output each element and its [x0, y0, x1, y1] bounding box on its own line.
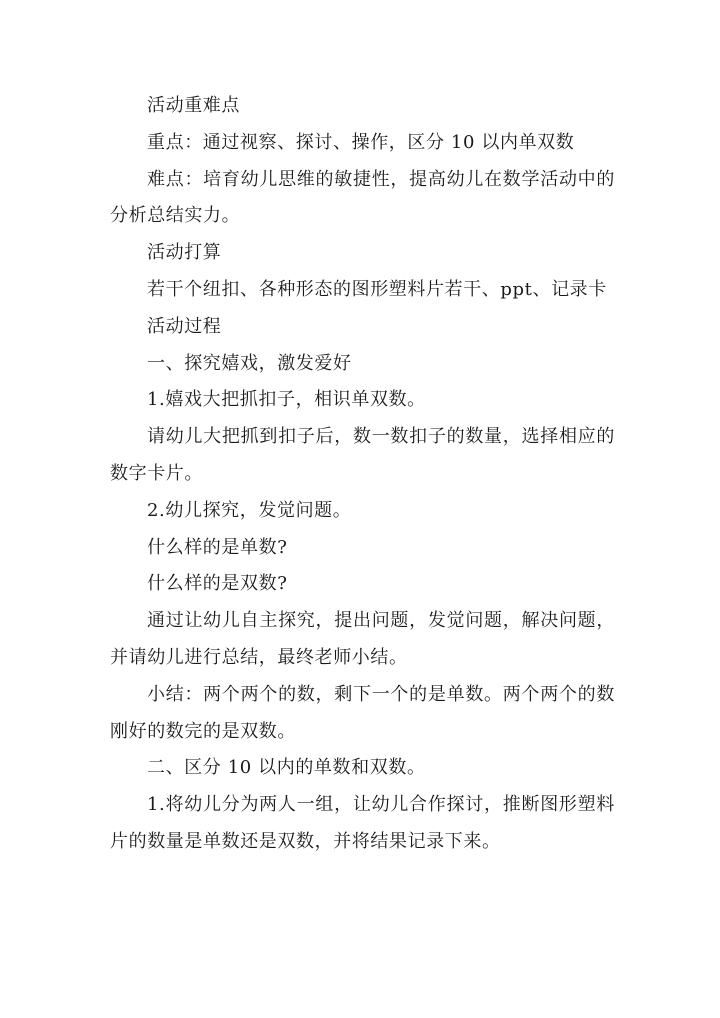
- section-heading-process: 活动过程: [147, 315, 222, 337]
- step-1-body: 请幼儿大把抓到扣子后，数一数扣子的数量，选择相应的数字卡片。: [110, 426, 615, 484]
- step-1-title: 1.嬉戏大把抓扣子，相识单双数。: [147, 389, 426, 411]
- paragraph-exploration: 通过让幼儿自主探究，提出问题，发觉问题，解决问题，并请幼儿进行总结，最终老师小结。: [110, 610, 615, 668]
- question-odd: 什么样的是单数?: [147, 536, 288, 558]
- paragraph-key-point: 重点：通过视察、探讨、操作，区分 10 以内单双数: [147, 131, 575, 153]
- step-2-1-body: 1.将幼儿分为两人一组，让幼儿合作探讨，推断图形塑料片的数量是单数还是双数，并将结果记录下来。: [110, 794, 615, 852]
- paragraph-materials: 若干个纽扣、各种形态的图形塑料片若干、ppt、记录卡: [147, 278, 607, 300]
- subheading-part-one: 一、探究嬉戏，激发爱好: [147, 352, 352, 374]
- subheading-part-two: 二、区分 10 以内的单数和双数。: [147, 757, 426, 779]
- document-body: [110, 88, 615, 861]
- paragraph-difficult-point: 难点：培育幼儿思维的敏捷性，提高幼儿在数学活动中的分析总结实力。: [110, 168, 615, 227]
- section-heading-difficulties: 活动重难点: [147, 95, 240, 116]
- question-even: 什么样的是双数?: [147, 573, 288, 595]
- step-2-title: 2.幼儿探究，发觉问题。: [147, 499, 352, 521]
- paragraph-summary: 小结：两个两个的数，剩下一个的是单数。两个两个的数刚好的数完的是双数。: [110, 683, 615, 742]
- section-heading-preparation: 活动打算: [147, 242, 222, 264]
